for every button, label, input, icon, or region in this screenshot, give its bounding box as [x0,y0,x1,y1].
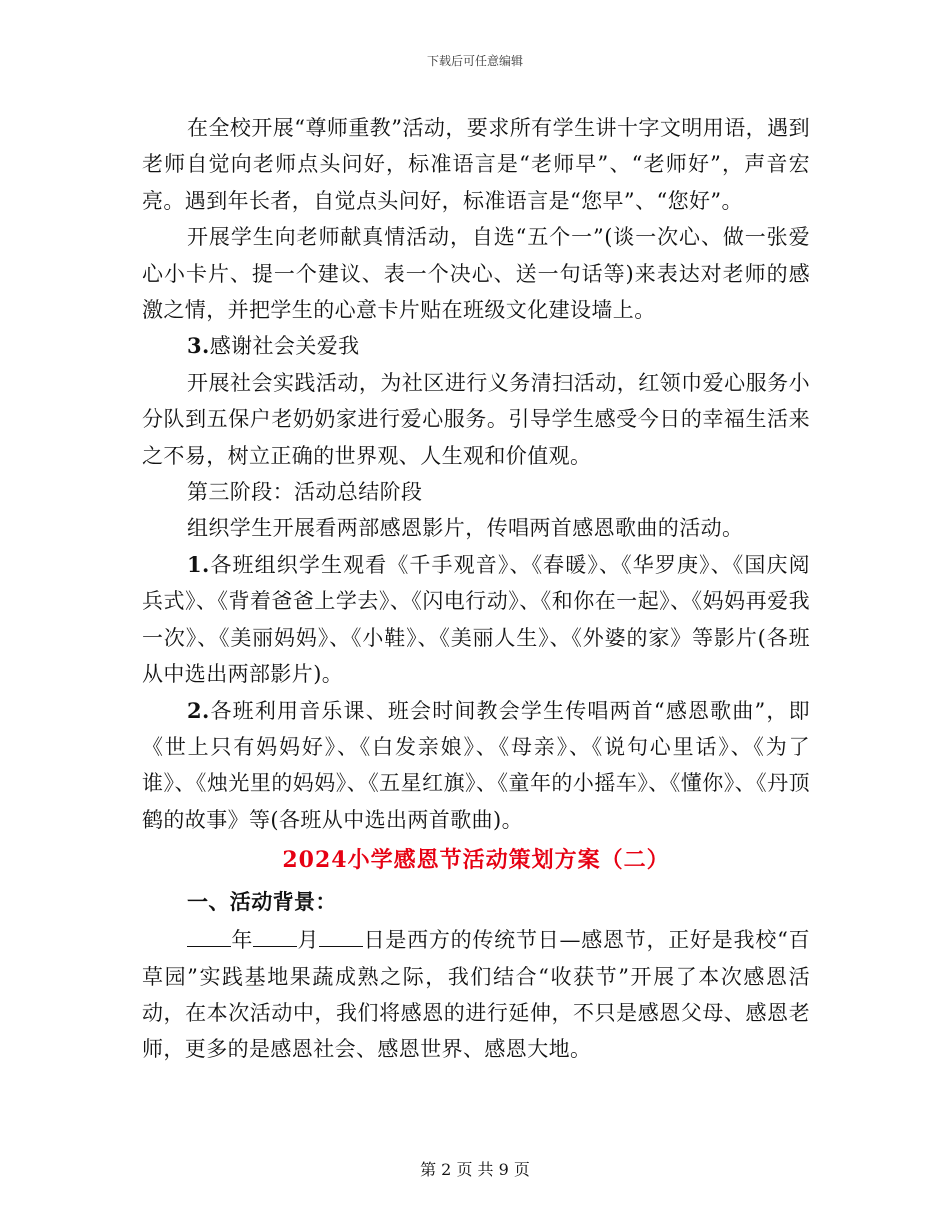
paragraph-five-ones: 开展学生向老师献真情活动，自选“五个一”(谈一次心、做一张爱心小卡片、提一个建议、表一个决心、送一句话等)来表达对老师的感激之情，并把学生的心意卡片贴在班级文化建设墙上。 [142,225,810,323]
document-body [142,110,810,1068]
item-3-heading [142,328,810,364]
item-text: 各班组织学生观看《千手观音》、《春暖》、《华罗庚》、《国庆阅兵式》、《背着爸爸上学去》、《闪电行动》、《和你在一起》、《妈妈再爱我一次》、《美丽妈妈》、《小鞋》、《美丽人生》、《外婆的家》等影片(各班从中选出两部影片)。 [142,552,810,687]
page-footer: 第 2 页 共 9 页 [420,1160,530,1179]
paragraph-social-practice: 开展社会实践活动，为社区进行义务清扫活动，红领巾爱心服务小分队到五保户老奶奶家进行爱心服务。引导学生感受今日的幸福生活来之不易，树立正确的世界观、人生观和价值观。 [142,370,810,468]
item-1-movies [142,547,810,693]
blank-month [253,926,297,947]
section-title-plan-two: 2024小学感恩节活动策划方案（二） [282,847,670,874]
page-header: 下载后可任意编辑 [426,54,523,68]
item-number: 3. [187,333,210,359]
paragraph-background: 年 月 日是西方的传统节日—感恩节，正好是我校“百草园”实践基地果蔬成熟之际，我们结合“收获节”开展了本次感恩活动，在本次活动中，我们将感恩的进行延伸，不只是感恩父母、感恩老师，更多的是感恩社会、感恩世界、感恩大地。 [142,928,810,1062]
item-text: 各班利用音乐课、班会时间教会学生传唱两首“感恩歌曲”，即《世上只有妈妈好》、《白发亲娘》、《母亲》、《说句心里话》、《为了谁》、《烛光里的妈妈》、《五星红旗》、《童年的小摇车》、《懂你》、《丹顶鹤的故事》等(各班从中选出两首歌曲)。 [142,698,810,832]
item-2-songs [142,693,810,839]
item-text: 感谢社会关爱我 [209,334,360,359]
item-number: 1. [187,551,210,577]
section-heading-background: 一、活动背景： [187,889,337,915]
paragraph-respect-teachers: 在全校开展“尊师重教”活动，要求所有学生讲十字文明用语，遇到老师自觉向老师点头问好，标准语言是“老师早”、“老师好”，声音宏亮。遇到年长者，自觉点头问好，标准语言是“您早”、“您好”。 [142,116,810,213]
stage-3-heading: 第三阶段：活动总结阶段 [187,480,423,505]
item-number: 2. [187,697,210,723]
blank-day [319,926,363,947]
blank-year [187,926,231,947]
stage-3-intro: 组织学生开展看两部感恩影片，传唱两首感恩歌曲的活动。 [187,516,744,541]
